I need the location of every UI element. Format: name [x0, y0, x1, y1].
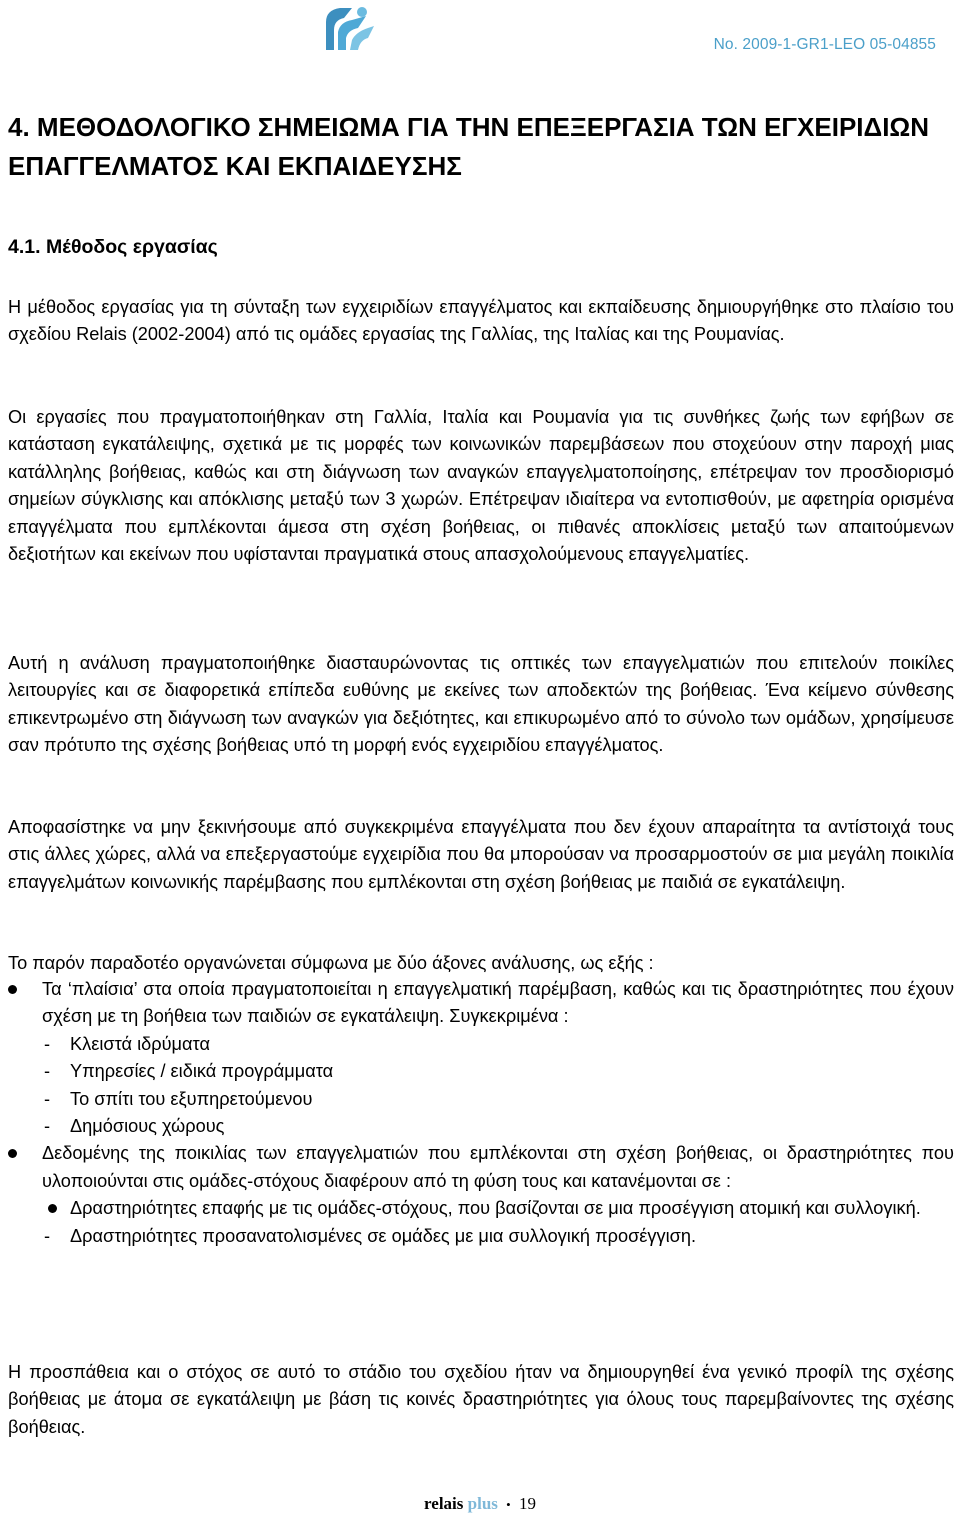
footer-plus: plus [467, 1494, 498, 1513]
settings-list [8, 1031, 954, 1141]
paragraph-axes-intro: Το παρόν παραδοτέο οργανώνεται σύμφωνα με δύο άξονες ανάλυσης, ως εξής : [8, 953, 654, 973]
bullet-icon [8, 985, 17, 994]
page-number: 19 [518, 1494, 536, 1513]
list-item [8, 1140, 954, 1250]
chapter-title: 4. ΜΕΘΟΔΟΛΟΓΙΚΟ ΣΗΜΕΙΩΜΑ ΓΙΑ ΤΗΝ ΕΠΕΞΕΡΓΑΣΙΑ ΤΩΝ ΕΓΧΕΙΡΙΔΙΩΝ ΕΠΑΓΓΕΛΜΑΤΟΣ ΚΑΙ ΕΚΠΑΙΔΕΥΣΗΣ [8, 112, 930, 181]
bullet-text: Δεδομένης της ποικιλίας των επαγγελματιών που εμπλέκονται στη σχέση βοήθειας, οι δραστηριότητες που υλοποιούνται στις ομάδες-στόχους διαφέρουν από τη φύση τους και κατανέμονται σε : [42, 1143, 954, 1191]
activities-list [8, 1195, 954, 1250]
paragraph-analysis: Αυτή η ανάλυση πραγματοποιήθηκε διασταυρώνοντας τις οπτικές των επαγγελματιών που επιτελούν ποικίλες λειτουργίες και σε διαφορετικά επίπεδα ευθύνης με εκείνες των αποδεκτών της βοήθειας. Ένα κείμενο σύνθεσης επικεντρωμένο στη διάγνωση των αναγκών για δεξιότητες, και επικυρωμένο από το σύνολο των ομάδων, χρησίμευσε σαν πρότυπο της σχέσης βοήθειας υπό τη μορφή ενός εγχειριδίου επαγγέλματος. [8, 653, 954, 756]
list-item: - Δημόσιους χώρους [44, 1116, 225, 1137]
list-item [8, 976, 954, 1140]
bullet-text: Τα ‘πλαίσια’ στα οποία πραγματοποιείται η επαγγελματική παρέμβαση, καθώς και τις δραστηριότητες που έχουν σχέση με τη βοήθεια των παιδιών σε εγκατάλειψη. Συγκεκριμένα : [42, 979, 954, 1027]
relais-logo-icon [322, 4, 378, 52]
footer-brand: relais [424, 1494, 464, 1513]
list-item: - Υπηρεσίες / ειδικά προγράμματα [44, 1061, 334, 1082]
section-title: 4.1. Μέθοδος εργασίας [8, 236, 218, 258]
footer-separator: • [506, 1497, 511, 1512]
page-footer [0, 1494, 960, 1514]
bullet-icon [8, 1149, 17, 1158]
list-item: - Δραστηριότητες προσανατολισμένες σε ομάδες με μια συλλογική προσέγγιση. [44, 1225, 697, 1246]
axes-list [8, 976, 954, 1250]
paragraph-goal: Η προσπάθεια και ο στόχος σε αυτό το στάδιο του σχεδίου ήταν να δημιουργηθεί ένα γενικό προφίλ της σχέσης βοήθειας με άτομα σε εγκατάλειψη με βάση τις κοινές δραστηριότητες για όλους τους παρεμβαίνοντες της σχέσης βοήθειας. [8, 1362, 954, 1437]
bullet-icon [48, 1204, 57, 1213]
project-reference: No. 2009-1-GR1-LEO 05-04855 [713, 36, 936, 53]
list-item: - Το σπίτι του εξυπηρετούμενου [44, 1088, 313, 1109]
paragraph-research: Οι εργασίες που πραγματοποιήθηκαν στη Γαλλία, Ιταλία και Ρουμανία για τις συνθήκες ζωής των εφήβων σε κατάσταση εγκατάλειψης, σχετικά με τις μορφές των κοινωνικών παρεμβάσεων που στοχεύουν στην παροχή μιας κατάλληλης βοήθειας, καθώς και στη διάγνωση των αναγκών επαγγελματοποίησης, επέτρεψαν τον προσδιορισμό σημείων σύγκλισης και απόκλισης μεταξύ των 3 χωρών. Επέτρεψαν ιδιαίτερα να εντοπισθούν, με αφετηρία ορισμένα επαγγέλματα που εμπλέκονται άμεσα στη σχέση βοήθειας, οι πιθανές αποκλίσεις μεταξύ των απαιτούμενων δεξιοτήτων και εκείνων που υφίστανται πραγματικά στους απασχολούμενους επαγγελματίες. [8, 407, 954, 565]
list-item: Δραστηριότητες επαφής με τις ομάδες-στόχους, που βασίζονται σε μια προσέγγιση ατομική και συλλογική. [8, 1195, 954, 1222]
paragraph-method-intro: Η μέθοδος εργασίας για τη σύνταξη των εγχειριδίων επαγγέλματος και εκπαίδευσης δημιουργήθηκε στο πλαίσιο του σχεδίου Relais (2002-2004) από τις ομάδες εργασίας της Γαλλίας, της Ιταλίας και της Ρουμανίας. [8, 297, 954, 345]
list-item: - Κλειστά ιδρύματα [44, 1033, 210, 1054]
paragraph-decision: Αποφασίστηκε να μην ξεκινήσουμε από συγκεκριμένα επαγγέλματα που δεν έχουν απαραίτητα τα αντίστοιχά τους στις άλλες χώρες, αλλά να επεξεργαστούμε εγχειρίδια που θα μπορούσαν να προσαρμοστούν σε μια μεγάλη ποικιλία επαγγελμάτων κοινωνικής παρέμβασης που εμπλέκονται στη σχέση βοήθειας με παιδιά σε εγκατάλειψη. [8, 817, 954, 892]
